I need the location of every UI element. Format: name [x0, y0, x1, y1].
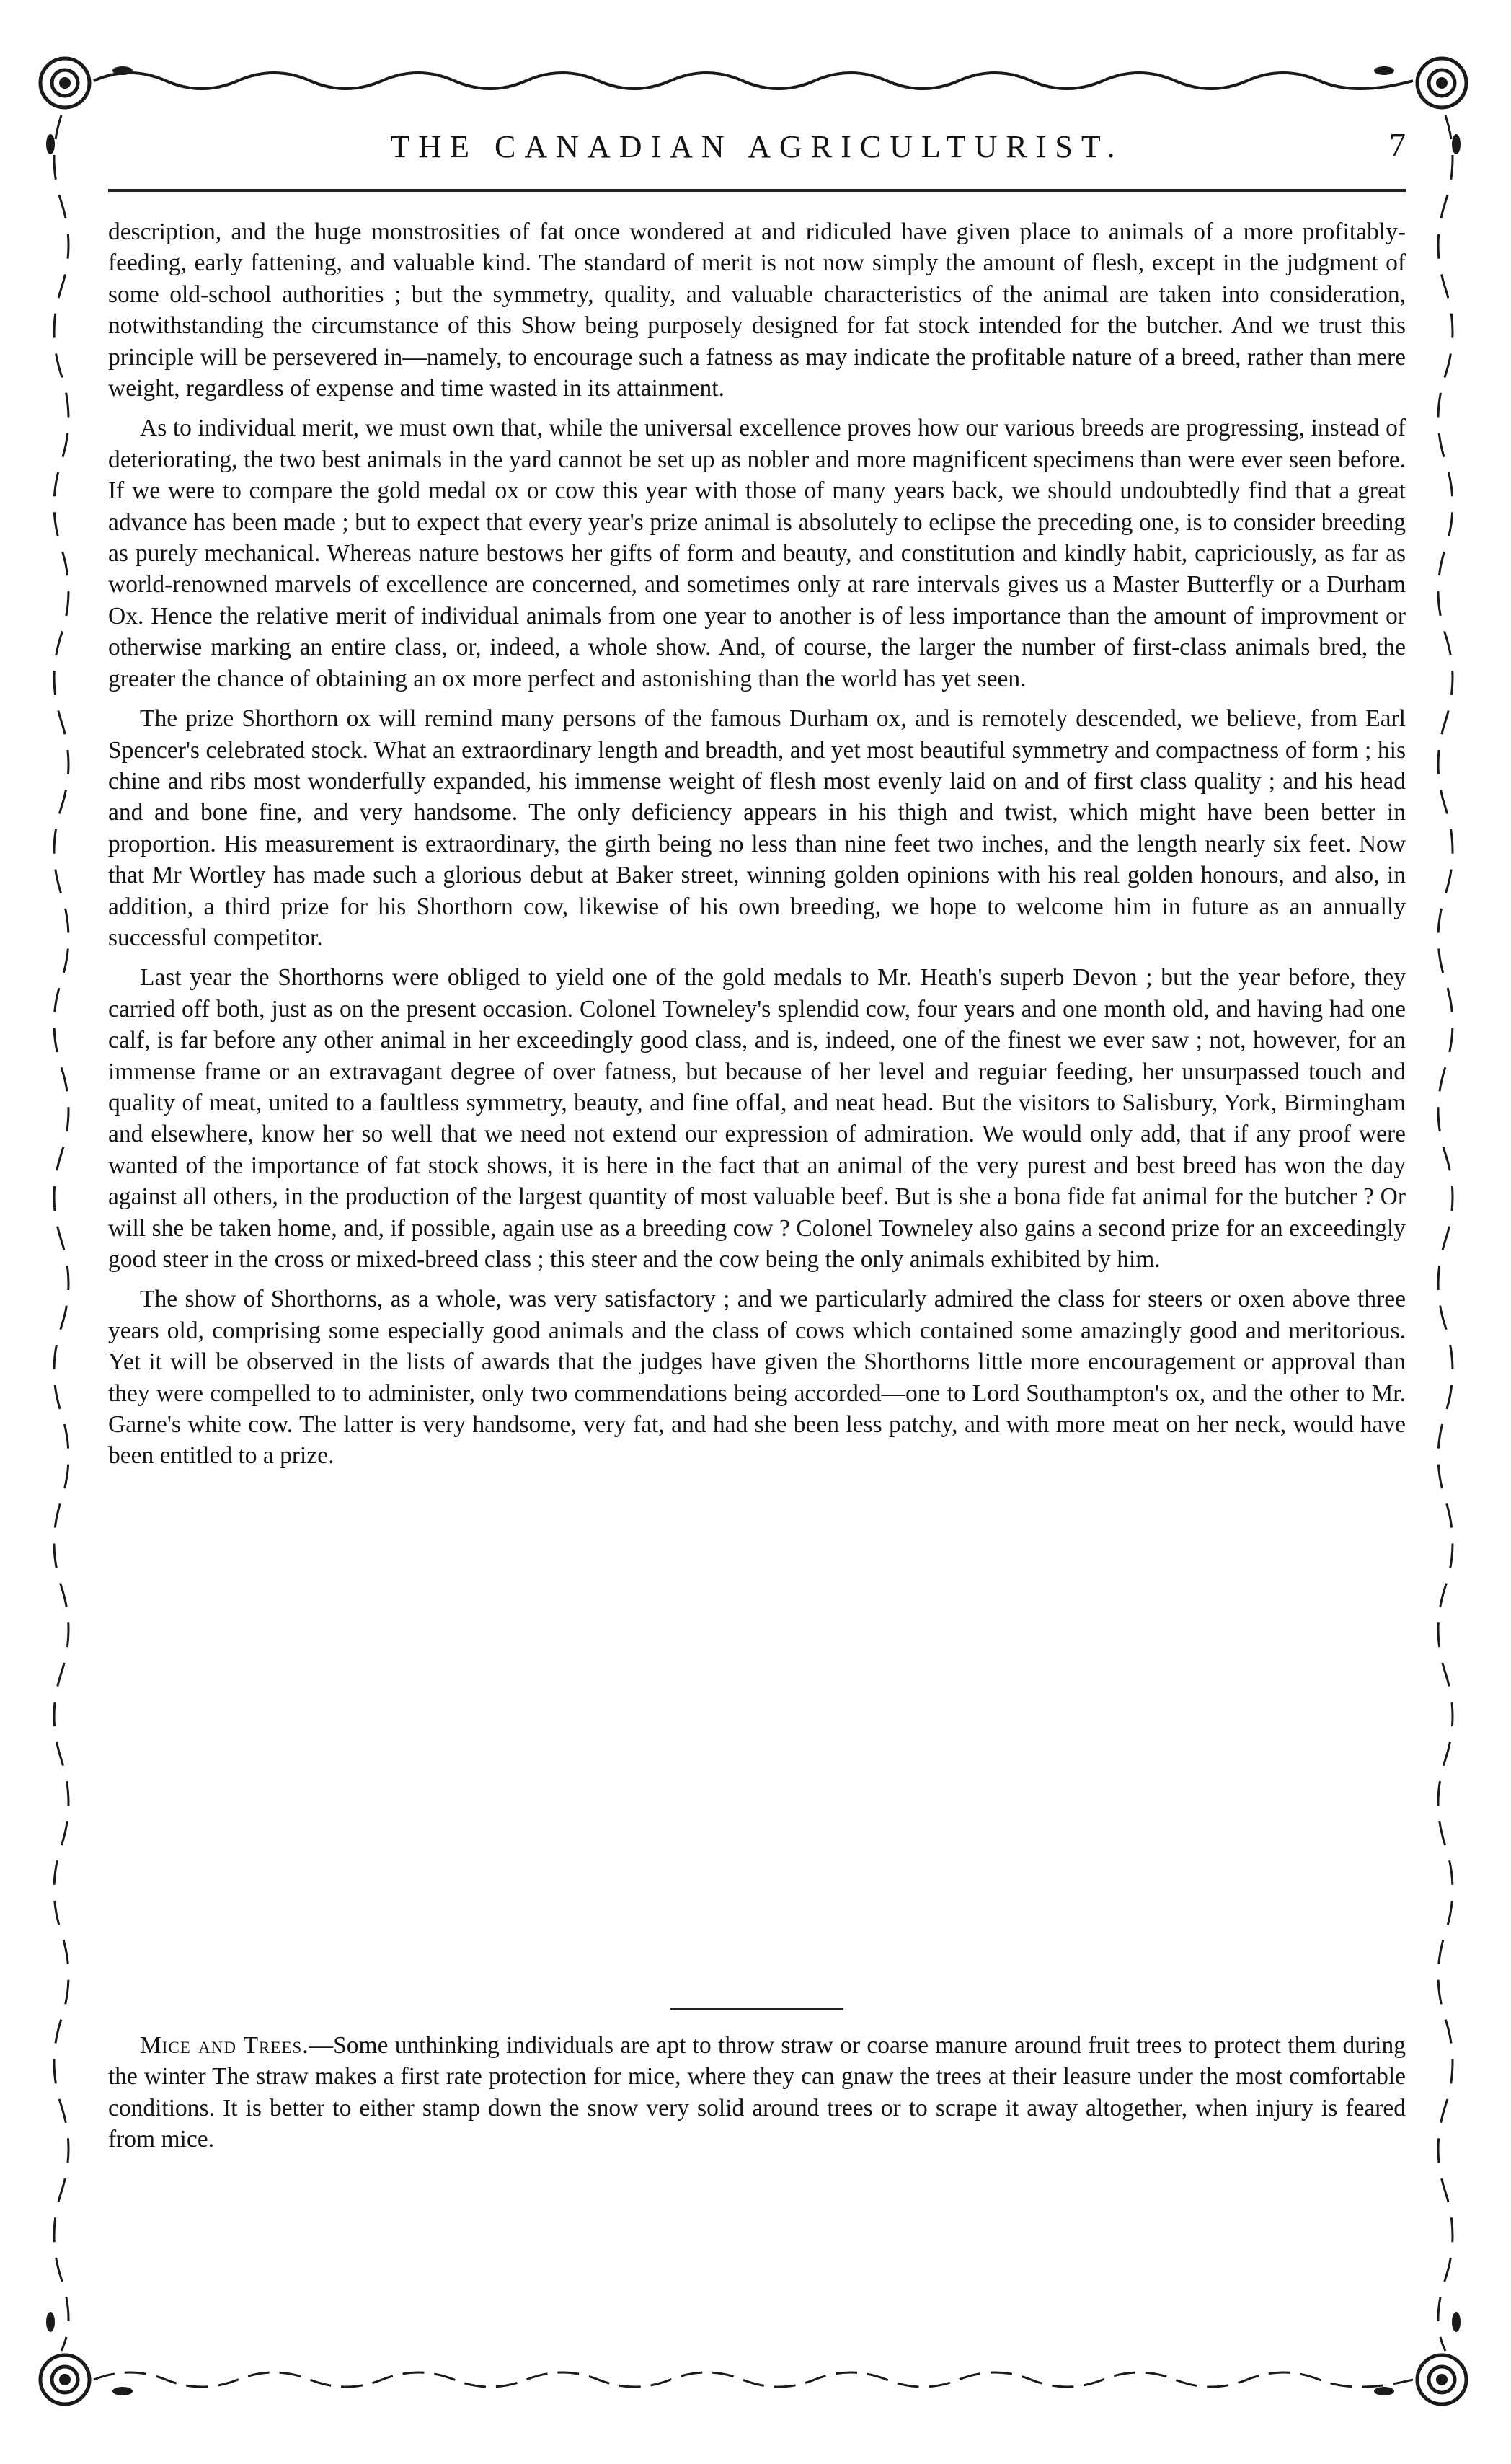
note-heading: Mice and Trees.: [140, 2032, 309, 2059]
header-rule: [108, 189, 1406, 192]
page-header: [108, 123, 1406, 173]
note-mice-and-trees: [108, 2030, 1406, 2155]
paragraph: The show of Shorthorns, as a whole, was very satisfactory ; and we particularly admired the class for steers or oxen above three years old, comprising some especially good animals and the class of cows which contained some amazingly good and meritorious. Yet it will be observed in the lists of awards that the judges have given the Shorthorns little more encouragement or approval than they were compelled to to administer, only two commendations being accorded—one to Lord Southampton's ox, and the other to Mr. Garne's white cow. The latter is very handsome, very fat, and had she been less patchy, and with more meat on her neck, would have been entitled to a prize.: [108, 1286, 1406, 1470]
running-head: THE CANADIAN AGRICULTURIST.: [390, 129, 1124, 164]
paragraph: As to individual merit, we must own that, while the universal excellence proves how our various breeds are progressing, instead of deteriorating, the two best animals in the yard cannot be set up as nobler and more magnificent specimens than were ever seen before. If we were to compare the gold medal ox or cow this year with those of many years back, we should undoubtedly find that a great advance has been made ; but to expect that every year's prize animal is absolutely to eclipse the preceding one, is to consider breeding as purely mechanical. Whereas nature bestows her gifts of form and beauty, and constitution and kindly habit, capriciously, as far as world-renowned marvels of excellence are concerned, and sometimes only at rare intervals gives us a Master Butterfly or a Durham Ox. Hence the relative merit of individual animals from one year to another is of less importance than the amount of improvment or otherwise marking an entire class, or, indeed, a whole show. And, of course, the larger the number of first-class animals bred, the greater the chance of obtaining an ox more perfect and astonishing than the world has yet seen.: [108, 415, 1406, 692]
article-body: [108, 216, 1406, 1480]
section-divider: [670, 2008, 843, 2010]
note-paragraph: [108, 2030, 1406, 2155]
paragraph: Last year the Shorthorns were obliged to yield one of the gold medals to Mr. Heath's superb Devon ; but the year before, they carried off both, just as on the present occasion. Colonel Towneley's splendid cow, four years and one month old, and having had one calf, is far before any other animal in her exceedingly good class, and is, indeed, one of the finest we ever saw ; not, however, for an immense frame or an extravagant degree of over fatness, but because of her level and reguiar feeding, her unsurpassed touch and quality of meat, united to a faultless symmetry, beauty, and fine offal, and neat head. But the visitors to Salisbury, York, Birmingham and elsewhere, know her so well that we need not extend our expression of admiration. We would only add, that if any proof were wanted of the importance of fat stock shows, it is here in the fact that an animal of the very purest and best breed has won the day against all others, in the production of the largest quantity of most valuable beef. But is she a bona fide fat animal for the butcher ? Or will she be taken home, and, if possible, again use as a breeding cow ? Colonel Towneley also gains a second prize for an exceedingly good steer in the cross or mixed-breed class ; this steer and the cow being the only animals exhibited by him.: [108, 964, 1406, 1273]
paragraph: The prize Shorthorn ox will remind many persons of the famous Durham ox, and is remotely descended, we believe, from Earl Spencer's celebrated stock. What an extraordinary length and breadth, and yet most beautiful symmetry and compactness of form ; his chine and ribs most wonderfully expanded, his immense weight of flesh most evenly laid on and of first class quality ; and his head and and bone fine, and very handsome. The only deficiency appears in his thigh and twist, which might have been better in proportion. His measurement is extraordinary, the girth being no less than nine feet two inches, and the length nearly six feet. Now that Mr Wortley has made such a glorious debut at Baker street, winning golden opinions with his real golden honours, and also, in addition, a third prize for his Shorthorn cow, likewise of his own breeding, we hope to welcome him in future as an annually successful competitor.: [108, 705, 1406, 951]
paragraph: description, and the huge monstrosities of fat once wondered at and ridiculed have given place to animals of a more profitably-feeding, early fattening, and valuable kind. The standard of merit is not now simply the amount of flesh, except in the judgment of some old-school authorities ; but the symmetry, quality, and valuable characteristics of the animal are taken into consideration, notwithstanding the circumstance of this Show being purposely designed for fat stock intended for the butcher. And we trust this principle will be persevered in—namely, to encourage such a fatness as may indicate the profitable nature of a breed, rather than mere weight, regardless of expense and time wasted in its attainment.: [108, 218, 1406, 402]
note-text: —Some unthinking individuals are apt to throw straw or coarse manure around fruit trees to protect them during the winter The straw makes a first rate protection for mice, where they can gnaw the trees at their leasure under the most comfortable conditions. It is better to either stamp down the snow very solid around trees or to scrape it away altogether, when injury is feared from mice.: [108, 2032, 1406, 2153]
page-number: 7: [1389, 126, 1406, 163]
